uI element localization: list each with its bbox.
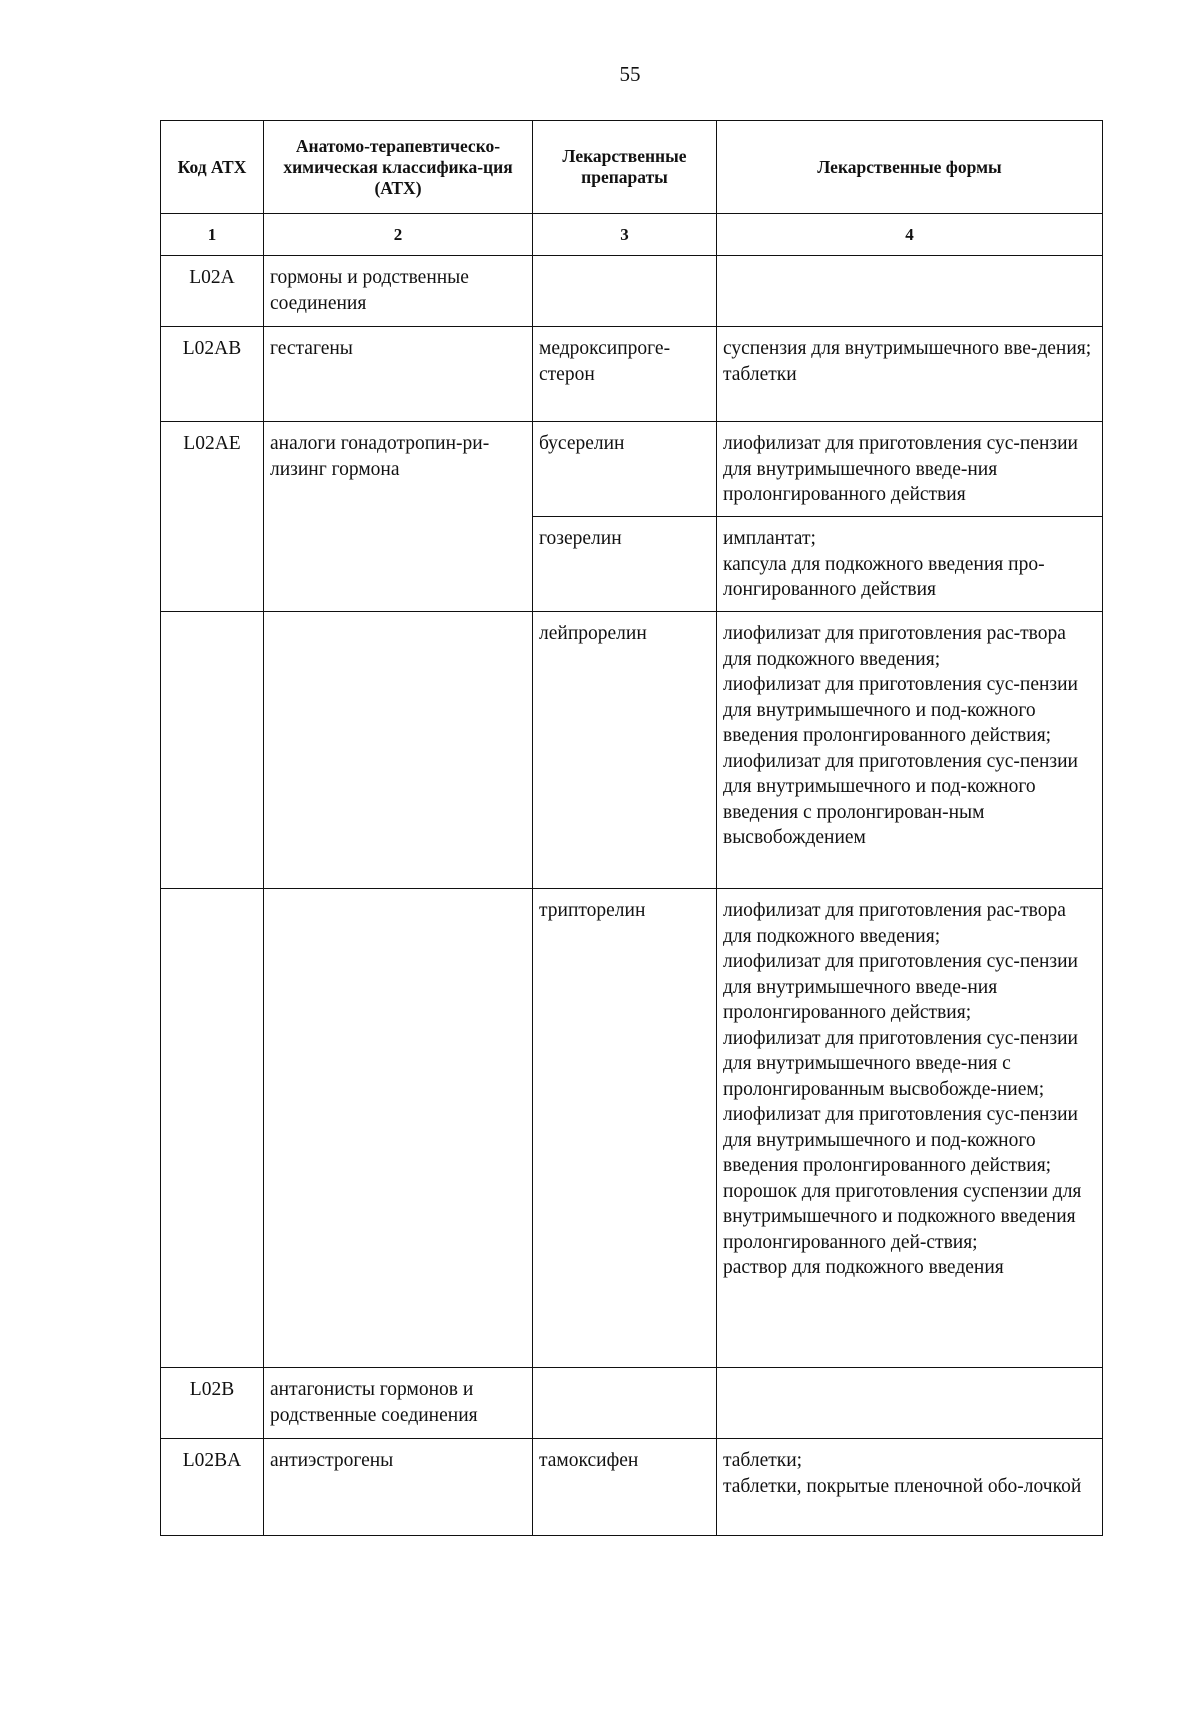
drug-cell: [533, 1368, 717, 1439]
table-row: [161, 256, 1103, 327]
table-row: [161, 422, 1103, 517]
dosage-forms-cell: [717, 612, 1103, 889]
dosage-forms-cell: [717, 1368, 1103, 1439]
dosage-form: лиофилизат для приготовления сус-пензии для внутримышечного и под-кожного введения с пролонгирован-ным высвобождением: [723, 750, 1078, 848]
dosage-form: лиофилизат для приготовления рас-твора для подкожного введения;: [723, 623, 1066, 670]
table-row: [161, 1368, 1103, 1439]
classification-cell: антиэстрогены: [264, 1439, 533, 1536]
header-atc-code: Код АТХ: [161, 121, 264, 214]
drug-cell: лейпрорелин: [533, 612, 717, 889]
column-number-row: [161, 214, 1103, 256]
atc-code-cell: L02A: [161, 256, 264, 327]
atc-code-cell: [161, 889, 264, 1368]
dosage-form: лиофилизат для приготовления сус-пензии для внутримышечного и под-кожного введения пролонгированного действия;: [723, 674, 1078, 746]
dosage-form: порошок для приготовления суспензии для внутримышечного и подкожного введения пролонгированного дей-ствия;: [723, 1180, 1082, 1253]
atc-code-cell: L02AB: [161, 327, 264, 422]
dosage-form: лиофилизат для приготовления сус-пензии для внутримышечного введе-ния пролонгированного действия: [723, 433, 1078, 505]
table-row: [161, 327, 1103, 422]
classification-cell: [264, 889, 533, 1368]
column-number: 2: [264, 214, 533, 256]
classification-cell: аналоги гонадотропин-ри-лизинг гормона: [264, 422, 533, 517]
dosage-form: лиофилизат для приготовления рас-твора для подкожного введения;: [723, 900, 1066, 947]
header-drugs: Лекарственные препараты: [533, 121, 717, 214]
dosage-forms-cell: [717, 422, 1103, 517]
dosage-form: имплантат;: [723, 528, 816, 549]
header-row: [161, 121, 1103, 214]
classification-cell: антагонисты гормонов и родственные соединения: [264, 1368, 533, 1439]
dosage-form: капсула для подкожного введения про-лонгированного действия: [723, 553, 1045, 600]
drug-cell: гозерелин: [533, 517, 717, 612]
table-row: [161, 889, 1103, 1368]
table-row: [161, 517, 1103, 612]
dosage-forms-cell: [717, 256, 1103, 327]
dosage-form: раствор для подкожного введения: [723, 1257, 1004, 1278]
header-dosage-forms: Лекарственные формы: [717, 121, 1103, 214]
atc-table: [160, 120, 1103, 1536]
drug-cell: [533, 256, 717, 327]
dosage-form: лиофилизат для приготовления сус-пензии для внутримышечного и под-кожного введения пролонгированного действия;: [723, 1104, 1078, 1176]
column-number: 4: [717, 214, 1103, 256]
atc-code-cell: L02BA: [161, 1439, 264, 1536]
dosage-forms-cell: [717, 327, 1103, 422]
drug-cell: бусерелин: [533, 422, 717, 517]
drug-cell: тамоксифен: [533, 1439, 717, 1536]
dosage-form: таблетки, покрытые пленочной обо-лочкой: [723, 1475, 1082, 1497]
header-atc-classification: Анатомо-терапевтическо-химическая классифика-ция (АТХ): [264, 121, 533, 214]
classification-cell: [264, 612, 533, 889]
dosage-forms-cell: [717, 1439, 1103, 1536]
table-row: [161, 612, 1103, 889]
column-number: 3: [533, 214, 717, 256]
dosage-form: лиофилизат для приготовления сус-пензии для внутримышечного введе-ния с пролонгированным высвобожде-нием;: [723, 1027, 1078, 1100]
atc-code-cell: L02AE: [161, 422, 264, 517]
dosage-forms-cell: [717, 517, 1103, 612]
classification-cell: гестагены: [264, 327, 533, 422]
atc-code-cell: [161, 612, 264, 889]
column-number: 1: [161, 214, 264, 256]
classification-cell: гормоны и родственные соединения: [264, 256, 533, 327]
drug-cell: трипторелин: [533, 889, 717, 1368]
dosage-forms-cell: [717, 889, 1103, 1368]
dosage-form: лиофилизат для приготовления сус-пензии для внутримышечного введе-ния пролонгированного действия;: [723, 951, 1078, 1023]
drug-cell: медроксипроге-стерон: [533, 327, 717, 422]
dosage-form: таблетки: [723, 363, 797, 385]
dosage-form: таблетки;: [723, 1450, 803, 1471]
atc-code-cell: L02B: [161, 1368, 264, 1439]
atc-code-cell: [161, 517, 264, 612]
classification-cell: [264, 517, 533, 612]
table-row: [161, 1439, 1103, 1536]
page-number: 55: [619, 62, 641, 86]
dosage-form: суспензия для внутримышечного вве-дения;: [723, 338, 1092, 359]
